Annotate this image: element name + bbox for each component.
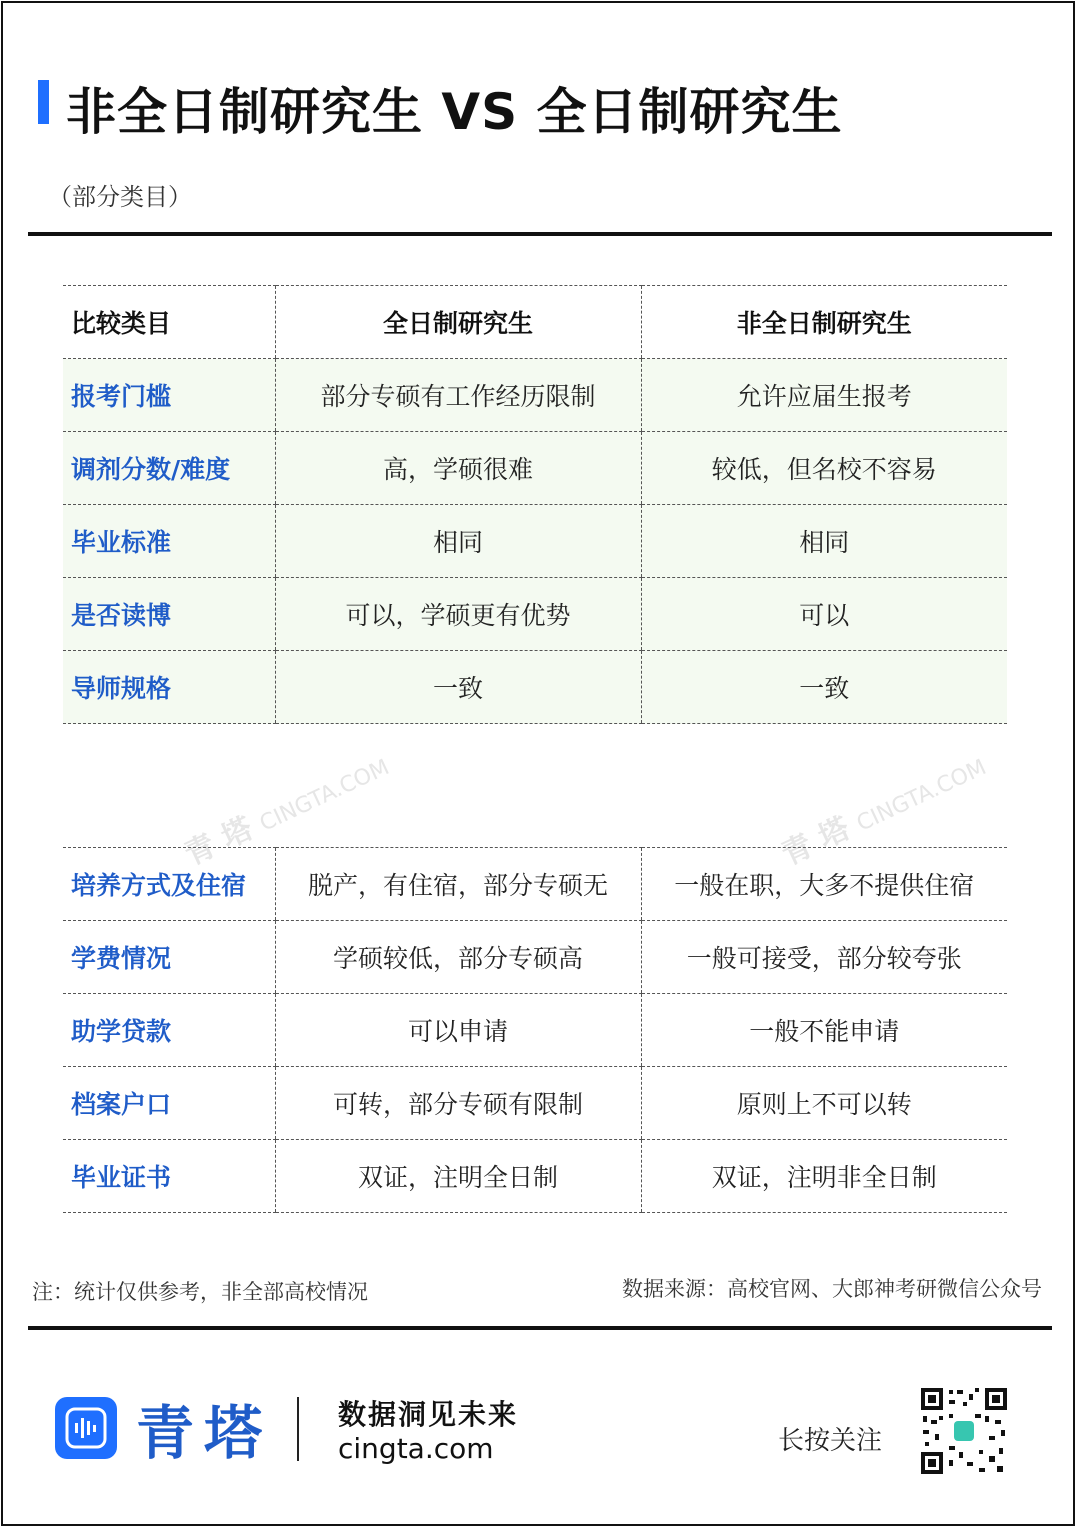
full-time-value: 部分专硕有工作经历限制 (275, 359, 641, 432)
part-time-value: 允许应届生报考 (641, 359, 1007, 432)
table-row (63, 1140, 1007, 1213)
bottom-divider (28, 1326, 1052, 1330)
watermark: 青 塔 CINGTA.COM (776, 754, 991, 873)
part-time-value: 一致 (641, 651, 1007, 724)
row-category: 学费情况 (63, 921, 275, 994)
brand-divider (297, 1397, 299, 1461)
top-divider (28, 232, 1052, 236)
data-source: 数据来源：高校官网、大郎神考研微信公众号 (622, 1277, 1042, 1301)
row-category: 助学贷款 (63, 994, 275, 1067)
part-time-value: 双证，注明非全日制 (641, 1140, 1007, 1213)
table-row (63, 432, 1007, 505)
brand-name: 青塔 (136, 1399, 273, 1467)
header-category: 比较类目 (63, 286, 275, 359)
full-time-value: 可以申请 (275, 994, 641, 1067)
part-time-value: 一般在职，大多不提供住宿 (641, 848, 1007, 921)
part-time-value: 原则上不可以转 (641, 1067, 1007, 1140)
title-accent-bar (38, 80, 49, 124)
header-part-time: 非全日制研究生 (641, 286, 1007, 359)
table-row (63, 505, 1007, 578)
full-time-value: 高，学硕很难 (275, 432, 641, 505)
table-row (63, 848, 1007, 921)
table-header-row (63, 286, 1007, 359)
brand-slogan: 数据洞见未来 (338, 1398, 519, 1431)
row-category: 培养方式及住宿 (63, 848, 275, 921)
comparison-table-top (63, 285, 1007, 724)
row-category: 毕业标准 (63, 505, 275, 578)
part-time-value: 相同 (641, 505, 1007, 578)
footnote: 注：统计仅供参考，非全部高校情况 (32, 1280, 368, 1304)
part-time-value: 可以 (641, 578, 1007, 651)
page-subtitle: （部分类目） (48, 183, 192, 211)
table-row (63, 1067, 1007, 1140)
full-time-value: 学硕较低，部分专硕高 (275, 921, 641, 994)
page-title: 非全日制研究生 VS 全日制研究生 (66, 83, 843, 141)
full-time-value: 一致 (275, 651, 641, 724)
brand-domain[interactable]: cingta.com (338, 1432, 494, 1465)
row-category: 调剂分数/难度 (63, 432, 275, 505)
table-row (63, 578, 1007, 651)
full-time-value: 相同 (275, 505, 641, 578)
full-time-value: 可以，学硕更有优势 (275, 578, 641, 651)
row-category: 档案户口 (63, 1067, 275, 1140)
part-time-value: 较低，但名校不容易 (641, 432, 1007, 505)
qr-code-icon[interactable] (919, 1386, 1009, 1476)
header-full-time: 全日制研究生 (275, 286, 641, 359)
part-time-value: 一般可接受，部分较夸张 (641, 921, 1007, 994)
full-time-value: 可转，部分专硕有限制 (275, 1067, 641, 1140)
watermark: 青 塔 CINGTA.COM (179, 754, 394, 873)
table-row (63, 921, 1007, 994)
row-category: 是否读博 (63, 578, 275, 651)
table-row (63, 651, 1007, 724)
row-category: 导师规格 (63, 651, 275, 724)
table-row (63, 359, 1007, 432)
full-time-value: 脱产，有住宿，部分专硕无 (275, 848, 641, 921)
brand-logo-icon (55, 1397, 117, 1459)
follow-prompt: 长按关注 (778, 1426, 883, 1456)
row-category: 报考门槛 (63, 359, 275, 432)
comparison-table-bottom (63, 847, 1007, 1213)
full-time-value: 双证，注明全日制 (275, 1140, 641, 1213)
table-row (63, 994, 1007, 1067)
row-category: 毕业证书 (63, 1140, 275, 1213)
part-time-value: 一般不能申请 (641, 994, 1007, 1067)
